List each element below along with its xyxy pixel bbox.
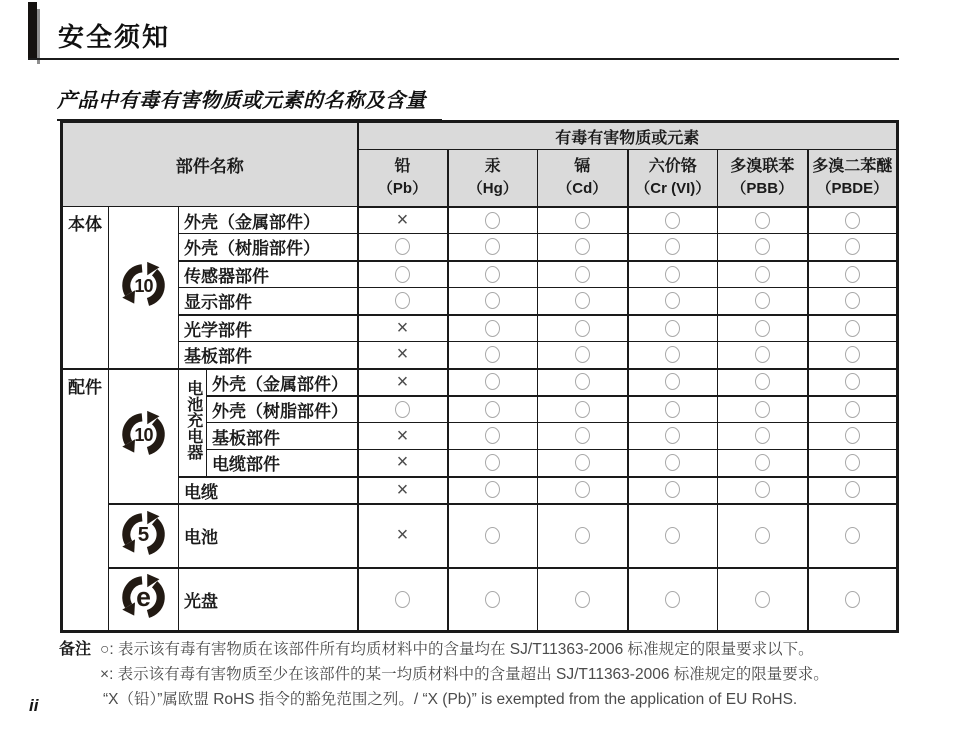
mark-cell xyxy=(538,504,628,568)
mark-cell xyxy=(808,261,898,288)
note-line-1: ○: 表示该有毒有害物质在该部件所有均质材料中的含量均在 SJ/T11363-2006 标准规定的限量要求以下。 xyxy=(100,641,814,658)
circle-mark xyxy=(755,481,770,498)
mark-cell xyxy=(358,342,448,369)
part-cell: 电池 xyxy=(179,504,358,568)
circle-mark xyxy=(575,481,590,498)
table-row xyxy=(62,504,898,568)
part-cell: 电缆 xyxy=(179,477,358,504)
part-cell: 基板部件 xyxy=(207,423,358,450)
circle-mark xyxy=(665,212,680,229)
mark-cell xyxy=(358,423,448,450)
title-accent-bar xyxy=(28,2,37,58)
circle-mark xyxy=(665,238,680,255)
mark-cell xyxy=(718,568,808,632)
x-mark: × xyxy=(396,424,409,447)
mark-cell xyxy=(358,261,448,288)
circle-mark xyxy=(575,238,590,255)
page-number: ii xyxy=(29,696,39,715)
part-cell: 传感器部件 xyxy=(179,261,358,288)
substance-column-header: 多溴二苯醚 （PBDE） xyxy=(808,150,898,207)
mark-cell xyxy=(808,288,898,315)
circle-mark xyxy=(485,454,500,471)
circle-mark xyxy=(665,320,680,337)
mark-cell xyxy=(448,450,538,477)
table-row xyxy=(62,207,898,234)
mark-cell xyxy=(358,369,448,396)
mark-cell xyxy=(718,396,808,423)
circle-mark xyxy=(575,373,590,390)
circle-mark xyxy=(575,266,590,283)
circle-mark xyxy=(845,427,860,444)
mark-cell xyxy=(538,396,628,423)
mark-cell xyxy=(538,342,628,369)
table-row xyxy=(62,369,898,396)
mark-cell xyxy=(538,288,628,315)
title-accent-shadow xyxy=(37,9,40,64)
mark-cell xyxy=(628,396,718,423)
mark-cell xyxy=(538,207,628,234)
mark-cell xyxy=(358,450,448,477)
circle-mark xyxy=(395,292,410,309)
mark-cell xyxy=(808,234,898,261)
mark-cell xyxy=(538,234,628,261)
mark-cell xyxy=(808,568,898,632)
mark-cell xyxy=(448,288,538,315)
mark-cell xyxy=(718,288,808,315)
mark-cell xyxy=(448,504,538,568)
substance-column-header: 多溴联苯 （PBB） xyxy=(718,150,808,207)
svg-text:10: 10 xyxy=(134,276,153,297)
substance-column-header: 铅 （Pb） xyxy=(358,150,448,207)
mark-cell xyxy=(628,234,718,261)
circle-mark xyxy=(575,401,590,418)
mark-cell xyxy=(718,504,808,568)
mark-cell xyxy=(718,207,808,234)
circle-mark xyxy=(755,401,770,418)
part-cell: 基板部件 xyxy=(179,342,358,369)
part-name-header: 部件名称 xyxy=(62,122,358,207)
mark-cell xyxy=(358,315,448,342)
circle-mark xyxy=(755,427,770,444)
circle-mark xyxy=(665,591,680,608)
mark-cell xyxy=(358,207,448,234)
circle-mark xyxy=(485,320,500,337)
mark-cell xyxy=(538,568,628,632)
circle-mark xyxy=(845,591,860,608)
mark-cell xyxy=(628,288,718,315)
mark-cell xyxy=(448,234,538,261)
circle-mark xyxy=(485,591,500,608)
efup-e-icon xyxy=(109,568,179,632)
mark-cell xyxy=(718,234,808,261)
mark-cell xyxy=(718,342,808,369)
notes xyxy=(59,637,829,712)
mark-cell xyxy=(628,342,718,369)
svg-text:e: e xyxy=(136,582,151,613)
part-cell: 外壳（金属部件） xyxy=(179,207,358,234)
circle-mark xyxy=(845,346,860,363)
circle-mark xyxy=(575,454,590,471)
circle-mark xyxy=(755,292,770,309)
section-heading: 产品中有毒有害物质或元素的名称及含量 xyxy=(57,84,442,121)
efup-5-icon xyxy=(109,504,179,568)
mark-cell xyxy=(358,234,448,261)
efup-10-icon xyxy=(109,369,179,504)
svg-text:10: 10 xyxy=(134,425,153,446)
part-cell: 外壳（树脂部件） xyxy=(179,234,358,261)
svg-text:5: 5 xyxy=(137,522,150,546)
circle-mark xyxy=(755,320,770,337)
mark-cell xyxy=(628,568,718,632)
part-cell: 外壳（树脂部件） xyxy=(207,396,358,423)
subgroup-cell xyxy=(179,369,207,477)
circle-mark xyxy=(665,427,680,444)
part-cell: 光学部件 xyxy=(179,315,358,342)
mark-cell xyxy=(538,450,628,477)
mark-cell xyxy=(448,315,538,342)
substance-column-header: 镉 （Cd） xyxy=(538,150,628,207)
group-cell: 本体 xyxy=(62,207,109,369)
circle-mark xyxy=(485,401,500,418)
circle-mark xyxy=(755,591,770,608)
circle-mark xyxy=(485,238,500,255)
circle-mark xyxy=(485,212,500,229)
circle-mark xyxy=(665,454,680,471)
mark-cell xyxy=(808,369,898,396)
circle-mark xyxy=(845,401,860,418)
efup-mark-graphic xyxy=(116,406,171,461)
circle-mark xyxy=(665,346,680,363)
mark-cell xyxy=(718,261,808,288)
circle-mark xyxy=(755,346,770,363)
substance-column-header: 六价铬 （Cr (VI)） xyxy=(628,150,718,207)
title-rule xyxy=(28,58,899,60)
mark-cell xyxy=(628,450,718,477)
circle-mark xyxy=(575,212,590,229)
efup-mark-graphic xyxy=(116,569,171,624)
mark-cell xyxy=(448,369,538,396)
mark-cell xyxy=(538,261,628,288)
circle-mark xyxy=(575,427,590,444)
mark-cell xyxy=(808,504,898,568)
mark-cell xyxy=(628,207,718,234)
efup-mark-graphic xyxy=(116,506,171,561)
mark-cell xyxy=(808,423,898,450)
circle-mark xyxy=(485,481,500,498)
part-cell: 电缆部件 xyxy=(207,450,358,477)
substances-table xyxy=(60,120,899,633)
circle-mark xyxy=(485,346,500,363)
mark-cell xyxy=(538,369,628,396)
mark-cell xyxy=(718,450,808,477)
mark-cell xyxy=(628,423,718,450)
part-cell: 外壳（金属部件） xyxy=(207,369,358,396)
circle-mark xyxy=(845,454,860,471)
circle-mark xyxy=(395,591,410,608)
table-row xyxy=(62,261,898,288)
mark-cell xyxy=(808,450,898,477)
circle-mark xyxy=(575,527,590,544)
circle-mark xyxy=(575,320,590,337)
circle-mark xyxy=(845,320,860,337)
mark-cell xyxy=(358,504,448,568)
mark-cell xyxy=(628,369,718,396)
x-mark: × xyxy=(396,343,409,366)
mark-cell xyxy=(448,396,538,423)
table-row xyxy=(62,288,898,315)
part-cell: 光盘 xyxy=(179,568,358,632)
circle-mark xyxy=(845,292,860,309)
mark-cell xyxy=(718,477,808,504)
substance-column-header: 汞 （Hg） xyxy=(448,150,538,207)
table-row xyxy=(62,568,898,632)
mark-cell xyxy=(808,396,898,423)
circle-mark xyxy=(665,481,680,498)
circle-mark xyxy=(485,266,500,283)
notes-body xyxy=(100,637,829,712)
circle-mark xyxy=(665,292,680,309)
mark-cell xyxy=(358,477,448,504)
mark-cell xyxy=(718,315,808,342)
circle-mark xyxy=(575,292,590,309)
table-row xyxy=(62,315,898,342)
mark-cell xyxy=(628,504,718,568)
x-mark: × xyxy=(396,478,409,501)
circle-mark xyxy=(395,238,410,255)
mark-cell xyxy=(808,315,898,342)
part-cell: 显示部件 xyxy=(179,288,358,315)
mark-cell xyxy=(358,396,448,423)
mark-cell xyxy=(628,477,718,504)
circle-mark xyxy=(395,266,410,283)
circle-mark xyxy=(485,527,500,544)
x-mark: × xyxy=(396,316,409,339)
mark-cell xyxy=(448,568,538,632)
table-row xyxy=(62,234,898,261)
table-row xyxy=(62,477,898,504)
note-line-2: ×: 表示该有毒有害物质至少在该部件的某一均质材料中的含量超出 SJ/T11363-2006 标准规定的限量要求。 xyxy=(100,666,829,683)
mark-cell xyxy=(448,423,538,450)
mark-cell xyxy=(808,207,898,234)
mark-cell xyxy=(718,423,808,450)
x-mark: × xyxy=(396,208,409,231)
mark-cell xyxy=(718,369,808,396)
circle-mark xyxy=(845,266,860,283)
circle-mark xyxy=(575,346,590,363)
circle-mark xyxy=(485,292,500,309)
circle-mark xyxy=(845,481,860,498)
circle-mark xyxy=(845,238,860,255)
mark-cell xyxy=(538,477,628,504)
circle-mark xyxy=(485,373,500,390)
circle-mark xyxy=(755,527,770,544)
circle-mark xyxy=(575,591,590,608)
circle-mark xyxy=(665,527,680,544)
circle-mark xyxy=(665,401,680,418)
circle-mark xyxy=(845,527,860,544)
group-cell: 配件 xyxy=(62,369,109,632)
circle-mark xyxy=(755,266,770,283)
efup-10-icon xyxy=(109,207,179,369)
circle-mark xyxy=(845,373,860,390)
mark-cell xyxy=(448,261,538,288)
mark-cell xyxy=(448,342,538,369)
circle-mark xyxy=(485,427,500,444)
mark-cell xyxy=(538,423,628,450)
x-mark: × xyxy=(396,370,409,393)
table-row xyxy=(62,342,898,369)
efup-mark-graphic xyxy=(116,257,171,312)
table-body xyxy=(62,207,898,632)
mark-cell xyxy=(628,315,718,342)
circle-mark xyxy=(665,373,680,390)
x-mark: × xyxy=(396,451,409,474)
circle-mark xyxy=(665,266,680,283)
circle-mark xyxy=(845,212,860,229)
mark-cell xyxy=(358,568,448,632)
subgroup-label: 电池充电器 xyxy=(184,380,202,460)
mark-cell xyxy=(628,261,718,288)
notes-label: 备注 xyxy=(59,641,92,658)
circle-mark xyxy=(755,373,770,390)
circle-mark xyxy=(755,238,770,255)
mark-cell xyxy=(808,342,898,369)
circle-mark xyxy=(755,212,770,229)
x-mark: × xyxy=(396,524,409,546)
note-line-3: “X（铅）”属欧盟 RoHS 指令的豁免范围之列。/ “X (Pb)” is exempted from the application of EU RoHS. xyxy=(103,691,798,708)
circle-mark xyxy=(395,401,410,418)
mark-cell xyxy=(448,207,538,234)
mark-cell xyxy=(808,477,898,504)
mark-cell xyxy=(358,288,448,315)
page-title: 安全须知 xyxy=(58,22,171,52)
mark-cell xyxy=(448,477,538,504)
circle-mark xyxy=(755,454,770,471)
mark-cell xyxy=(538,315,628,342)
substances-group-header: 有毒有害物质或元素 xyxy=(358,122,898,150)
